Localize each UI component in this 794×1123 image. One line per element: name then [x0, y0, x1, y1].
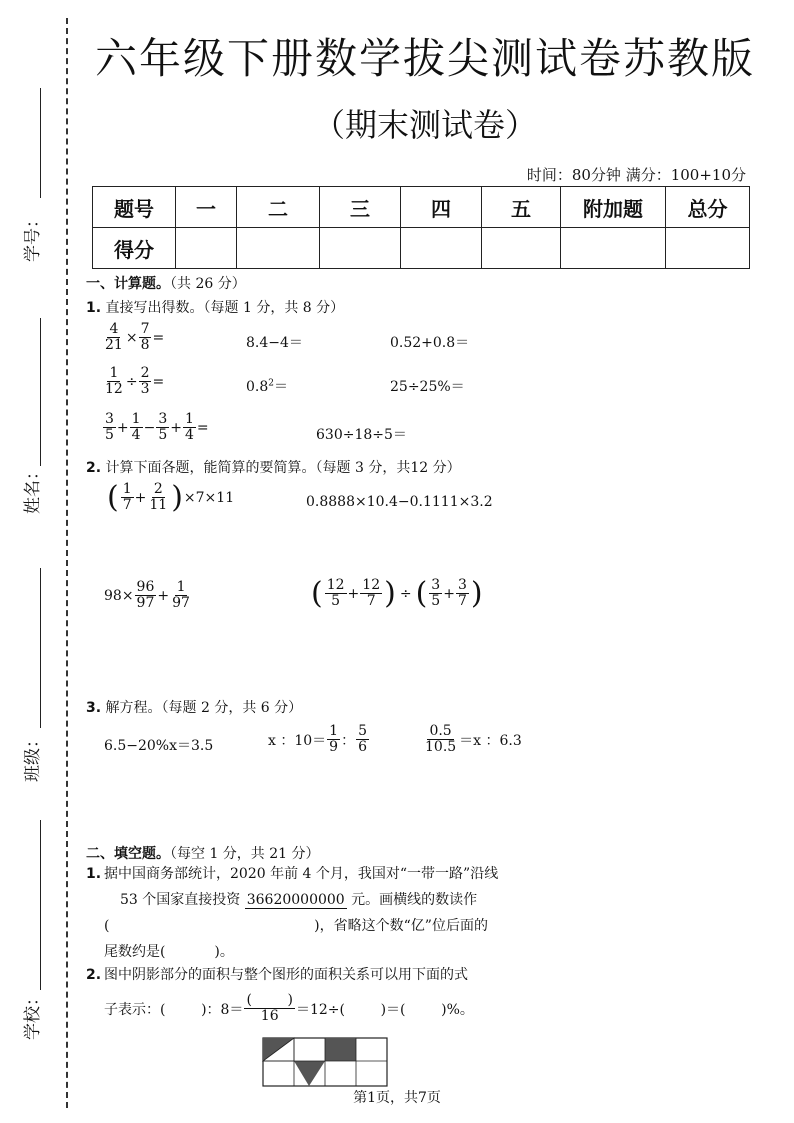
num: 3 — [457, 577, 467, 593]
q3-item-a: 6.5−20%x＝3.5 — [104, 738, 214, 754]
den: 7 — [457, 593, 467, 610]
q3-note: （每题 2 分，共 6 分） — [161, 700, 303, 716]
score-header-cell: 五 — [482, 187, 561, 228]
q1-item-e — [246, 376, 288, 396]
score-table-score-row — [93, 228, 750, 269]
den: 12 — [105, 381, 123, 398]
paren-right: ) — [384, 575, 396, 611]
op: + — [347, 585, 360, 602]
q2-item-b: 0.8888×10.4−0.1111×3.2 — [306, 494, 493, 510]
den: 9 — [329, 739, 339, 756]
eq: ＝ — [274, 379, 288, 395]
name-label: 姓名： — [23, 463, 43, 514]
section1-note: （共 26 分） — [170, 276, 246, 292]
q1-item-h: 630÷18÷5＝ — [316, 427, 407, 443]
op: ： — [341, 732, 356, 749]
s2-q1-line1: 据中国商务部统计，2020 年前 4 个月，我国对“一带一路”沿线 — [104, 866, 499, 882]
score-table-header-row — [93, 187, 750, 228]
q2-item-c — [104, 580, 193, 612]
s2-q2-pre: 子表示：( )：8＝ — [104, 1001, 244, 1018]
investment-number: 36620000000 — [246, 892, 345, 908]
paren-right: ) — [470, 575, 483, 611]
school-rule — [40, 820, 41, 990]
den: 97 — [136, 595, 155, 612]
s2-q1-line3[interactable]: ( )，省略这个数“亿”位后面的 — [104, 918, 488, 934]
q1-text: 直接写出得数。 — [105, 300, 204, 316]
den: 5 — [331, 593, 341, 610]
q3-text: 解方程。 — [105, 700, 162, 716]
binding-dashed-line — [66, 18, 68, 1108]
num: 1 — [131, 411, 141, 427]
num: 1 — [122, 481, 132, 497]
num: 12 — [362, 577, 381, 593]
exponent: 2 — [268, 378, 274, 389]
score-input-cell[interactable] — [401, 228, 482, 269]
eq: = — [152, 329, 165, 346]
base: 0.8 — [246, 379, 269, 395]
s2-q2-post: ＝12÷( )＝( )%。 — [295, 1001, 474, 1018]
score-header-cell: 三 — [320, 187, 401, 228]
class-rule — [40, 568, 41, 728]
s2-q1-line2-post: 元。画横线的数读作 — [346, 892, 478, 908]
op: + — [134, 489, 147, 506]
den: 10.5 — [425, 739, 457, 756]
num: 5 — [358, 723, 368, 739]
school-label: 学校： — [23, 989, 43, 1040]
den: 7 — [122, 497, 132, 514]
q1-item-a — [102, 322, 164, 354]
section2-heading — [86, 843, 320, 863]
prefix: 98× — [104, 587, 134, 604]
s2-q1-num — [86, 866, 101, 882]
score-header-cell: 题号 — [93, 187, 176, 228]
q2-heading — [86, 457, 461, 477]
q1-item-d — [102, 366, 164, 398]
q1-heading — [86, 297, 344, 317]
den: 8 — [140, 337, 150, 354]
num: 1 — [329, 723, 339, 739]
op: + — [443, 585, 455, 602]
q1-item-g — [102, 412, 209, 444]
op: − — [143, 419, 156, 436]
shaded-square — [325, 1038, 356, 1061]
prefix: x ：10＝ — [268, 732, 327, 749]
num: 3 — [105, 411, 114, 427]
shaded-area-figure — [262, 1037, 388, 1087]
den: 21 — [105, 337, 123, 354]
paren-left: ( — [107, 479, 119, 515]
num: 3 — [158, 411, 168, 427]
num: 7 — [140, 321, 150, 337]
q1-item-b: 8.4−4＝ — [246, 335, 303, 351]
op: ÷ — [399, 585, 412, 602]
den: 5 — [158, 427, 168, 444]
den: 16 — [260, 1008, 279, 1025]
q1-note: （每题 1 分，共 8 分） — [203, 300, 345, 316]
eq: = — [196, 419, 209, 436]
paren-right: ) — [171, 479, 183, 515]
s2-q1-line2 — [104, 887, 574, 913]
score-header-cell: 四 — [401, 187, 482, 228]
q2-text: 计算下面各题，能简算的要简算。 — [105, 460, 316, 476]
q2-item-d — [310, 575, 484, 611]
den: 4 — [184, 427, 194, 444]
num: 12 — [326, 577, 345, 593]
op: ÷ — [125, 373, 138, 390]
score-input-cell[interactable] — [482, 228, 561, 269]
den: 5 — [431, 593, 441, 610]
den: 6 — [358, 739, 368, 756]
num: 3 — [431, 577, 441, 593]
q2-num: 2. — [86, 460, 102, 476]
den: 5 — [105, 427, 114, 444]
num: 0.5 — [429, 723, 452, 739]
num: 2 — [140, 365, 150, 381]
q1-item-c: 0.52+0.8＝ — [390, 335, 470, 351]
score-row-label: 得分 — [93, 228, 176, 269]
s2-q2-num-text: 2. — [86, 967, 102, 983]
q1-num: 1. — [86, 300, 102, 316]
section2-note: （每空 1 分，共 21 分） — [170, 846, 320, 862]
q3-item-b — [268, 724, 370, 756]
s2-q2-num — [86, 967, 101, 983]
score-input-cell[interactable] — [561, 228, 666, 269]
name-rule — [40, 318, 41, 466]
score-header-cell: 二 — [237, 187, 320, 228]
den: 11 — [149, 497, 168, 514]
op: + — [157, 587, 170, 604]
score-input-cell[interactable] — [237, 228, 320, 269]
tail: ＝x ：6.3 — [459, 732, 522, 749]
den: 7 — [366, 593, 376, 610]
student-id-rule — [40, 88, 41, 198]
op: + — [170, 419, 182, 436]
page-footer: 第1页，共7页 — [353, 1090, 441, 1106]
s2-q2-expression[interactable] — [104, 993, 474, 1025]
op: × — [125, 329, 138, 346]
q3-item-c — [422, 724, 522, 756]
num: 1 — [184, 411, 194, 427]
s2-q1-num-text: 1. — [86, 866, 102, 882]
q2-note: （每题 3 分，共12 分） — [315, 460, 461, 476]
student-id-label: 学号： — [23, 211, 43, 262]
op: + — [116, 419, 129, 436]
section1-title: 一、计算题。 — [86, 276, 170, 292]
den: 4 — [131, 427, 141, 444]
score-header-cell: 总分 — [666, 187, 750, 228]
paren-left: ( — [311, 575, 323, 611]
num: 1 — [176, 579, 186, 595]
num: ( ) — [246, 992, 293, 1008]
time-info: 时间：80分钟 满分：100+10分 — [526, 166, 746, 184]
den: 3 — [140, 381, 150, 398]
s2-q1-line2-pre: 53 个国家直接投资 — [120, 892, 245, 908]
num: 4 — [109, 321, 119, 337]
q3-num: 3. — [86, 700, 102, 716]
q3-heading — [86, 697, 302, 717]
paren-left: ( — [415, 575, 428, 611]
score-input-cell[interactable] — [176, 228, 237, 269]
score-header-cell: 附加题 — [561, 187, 666, 228]
s2-q1-line4[interactable]: 尾数约是( )。 — [104, 944, 234, 960]
q2-item-a — [106, 479, 235, 515]
s2-q2-line1: 图中阴影部分的面积与整个图形的面积关系可以用下面的式 — [104, 967, 468, 983]
den: 97 — [172, 595, 190, 612]
num: 2 — [153, 481, 163, 497]
s2-q1-body — [104, 861, 574, 965]
q1-item-f: 25÷25%＝ — [390, 379, 465, 395]
score-input-cell[interactable] — [320, 228, 401, 269]
score-header-cell: 一 — [176, 187, 237, 228]
num: 96 — [136, 579, 155, 595]
score-input-cell[interactable] — [666, 228, 750, 269]
class-label: 班级： — [23, 731, 43, 782]
eq: = — [152, 373, 165, 390]
tail: ×7×11 — [183, 489, 235, 506]
page-title: 六年级下册数学拔尖测试卷苏教版 — [94, 34, 755, 83]
num: 1 — [109, 365, 119, 381]
section2-title: 二、填空题。 — [86, 846, 170, 862]
section1-heading — [86, 273, 246, 293]
score-table — [92, 186, 750, 269]
page-subtitle: （期末测试卷） — [312, 106, 537, 144]
